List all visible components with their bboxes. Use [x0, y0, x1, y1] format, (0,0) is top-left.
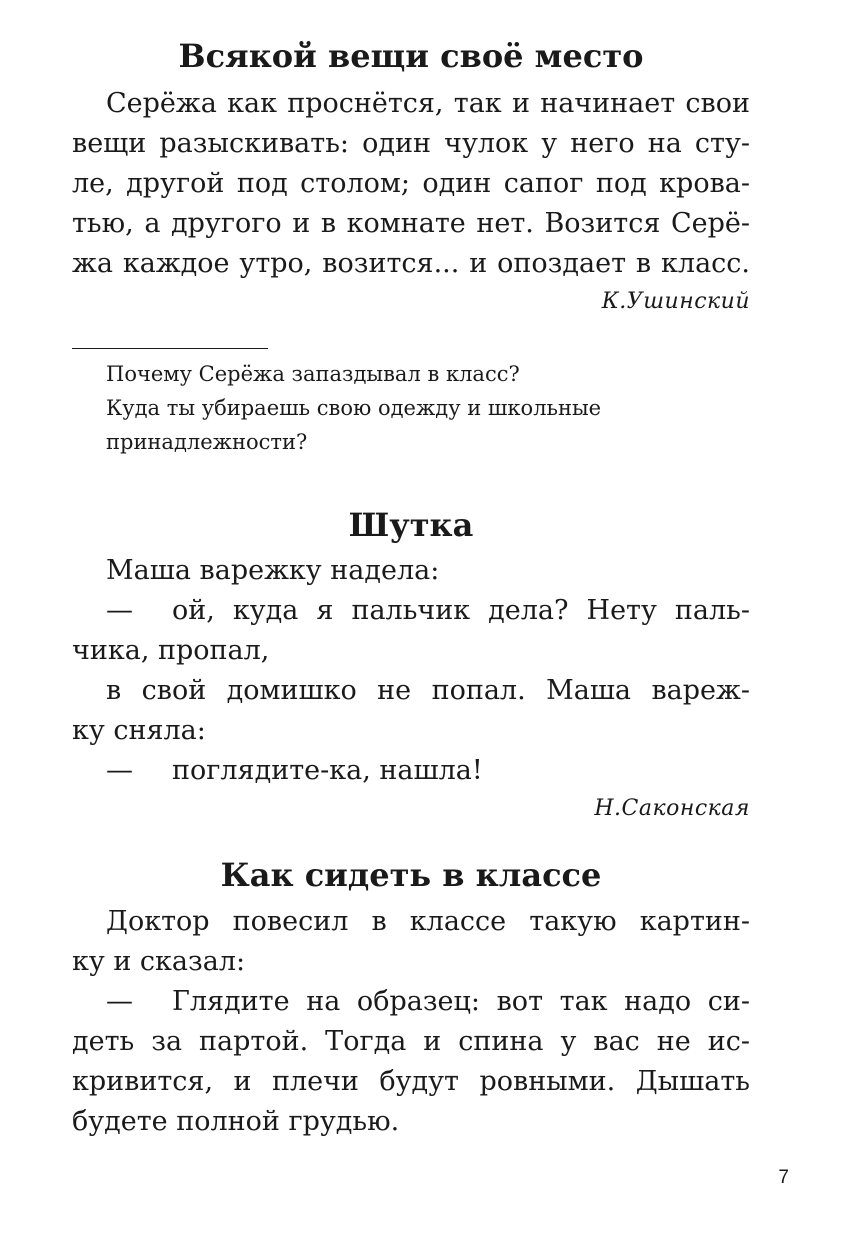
dialogue-line — [106, 982, 750, 1022]
question-line: Почему Серёжа запаздывал в класс? — [106, 362, 520, 386]
text-line: ку сняла: — [72, 715, 206, 746]
text-line: ку и сказал: — [72, 946, 246, 977]
dialogue-line — [106, 751, 750, 791]
text-line: будете полной грудью. — [72, 1106, 400, 1137]
author-credit: К.Ушинский — [601, 289, 750, 314]
text-line: в свой домишко не попал. Маша вареж- — [106, 675, 750, 706]
text-line: Доктор повесил в классе такую картин- — [106, 906, 750, 937]
text-line: чика, пропал, — [72, 635, 270, 666]
author-credit: Н.Саконская — [594, 796, 750, 821]
text-line: кривится, и плечи будут ровными. Дышать — [72, 1066, 750, 1097]
dialogue-text: поглядите-ка, нашла! — [172, 755, 483, 786]
question-line: принадлежности? — [106, 430, 308, 454]
page-number: 7 — [778, 1167, 789, 1188]
dash: — — [106, 986, 133, 1017]
section-title-2: Шутка — [348, 506, 474, 544]
dash: — — [106, 755, 133, 786]
dialogue-text: Глядите на образец: вот так надо си- — [172, 986, 750, 1017]
text-line: жа каждое утро, возится... и опоздает в класс. — [72, 248, 750, 279]
text-line: Маша варежку надела: — [106, 555, 440, 586]
text-line: Серёжа как проснётся, так и начинает свои — [106, 88, 750, 119]
question-line: Куда ты убираешь свою одежду и школьные — [106, 396, 602, 420]
section-title-1: Всякой вещи своё место — [178, 37, 644, 75]
text-line: деть за партой. Тогда и спина у вас не ис- — [72, 1026, 750, 1057]
text-line: тью, а другого и в комнате нет. Возится Серё- — [72, 208, 750, 239]
footnote-divider — [72, 348, 268, 349]
dash: — — [106, 595, 133, 626]
text-line: ле, другой под столом; один сапог под крова- — [72, 168, 750, 199]
dialogue-text: ой, куда я пальчик дела? Нету паль- — [172, 595, 750, 626]
dialogue-line — [106, 591, 750, 631]
section-title-3: Как сидеть в классе — [220, 856, 602, 894]
text-line: вещи разыскивать: один чулок у него на сту- — [72, 128, 750, 159]
